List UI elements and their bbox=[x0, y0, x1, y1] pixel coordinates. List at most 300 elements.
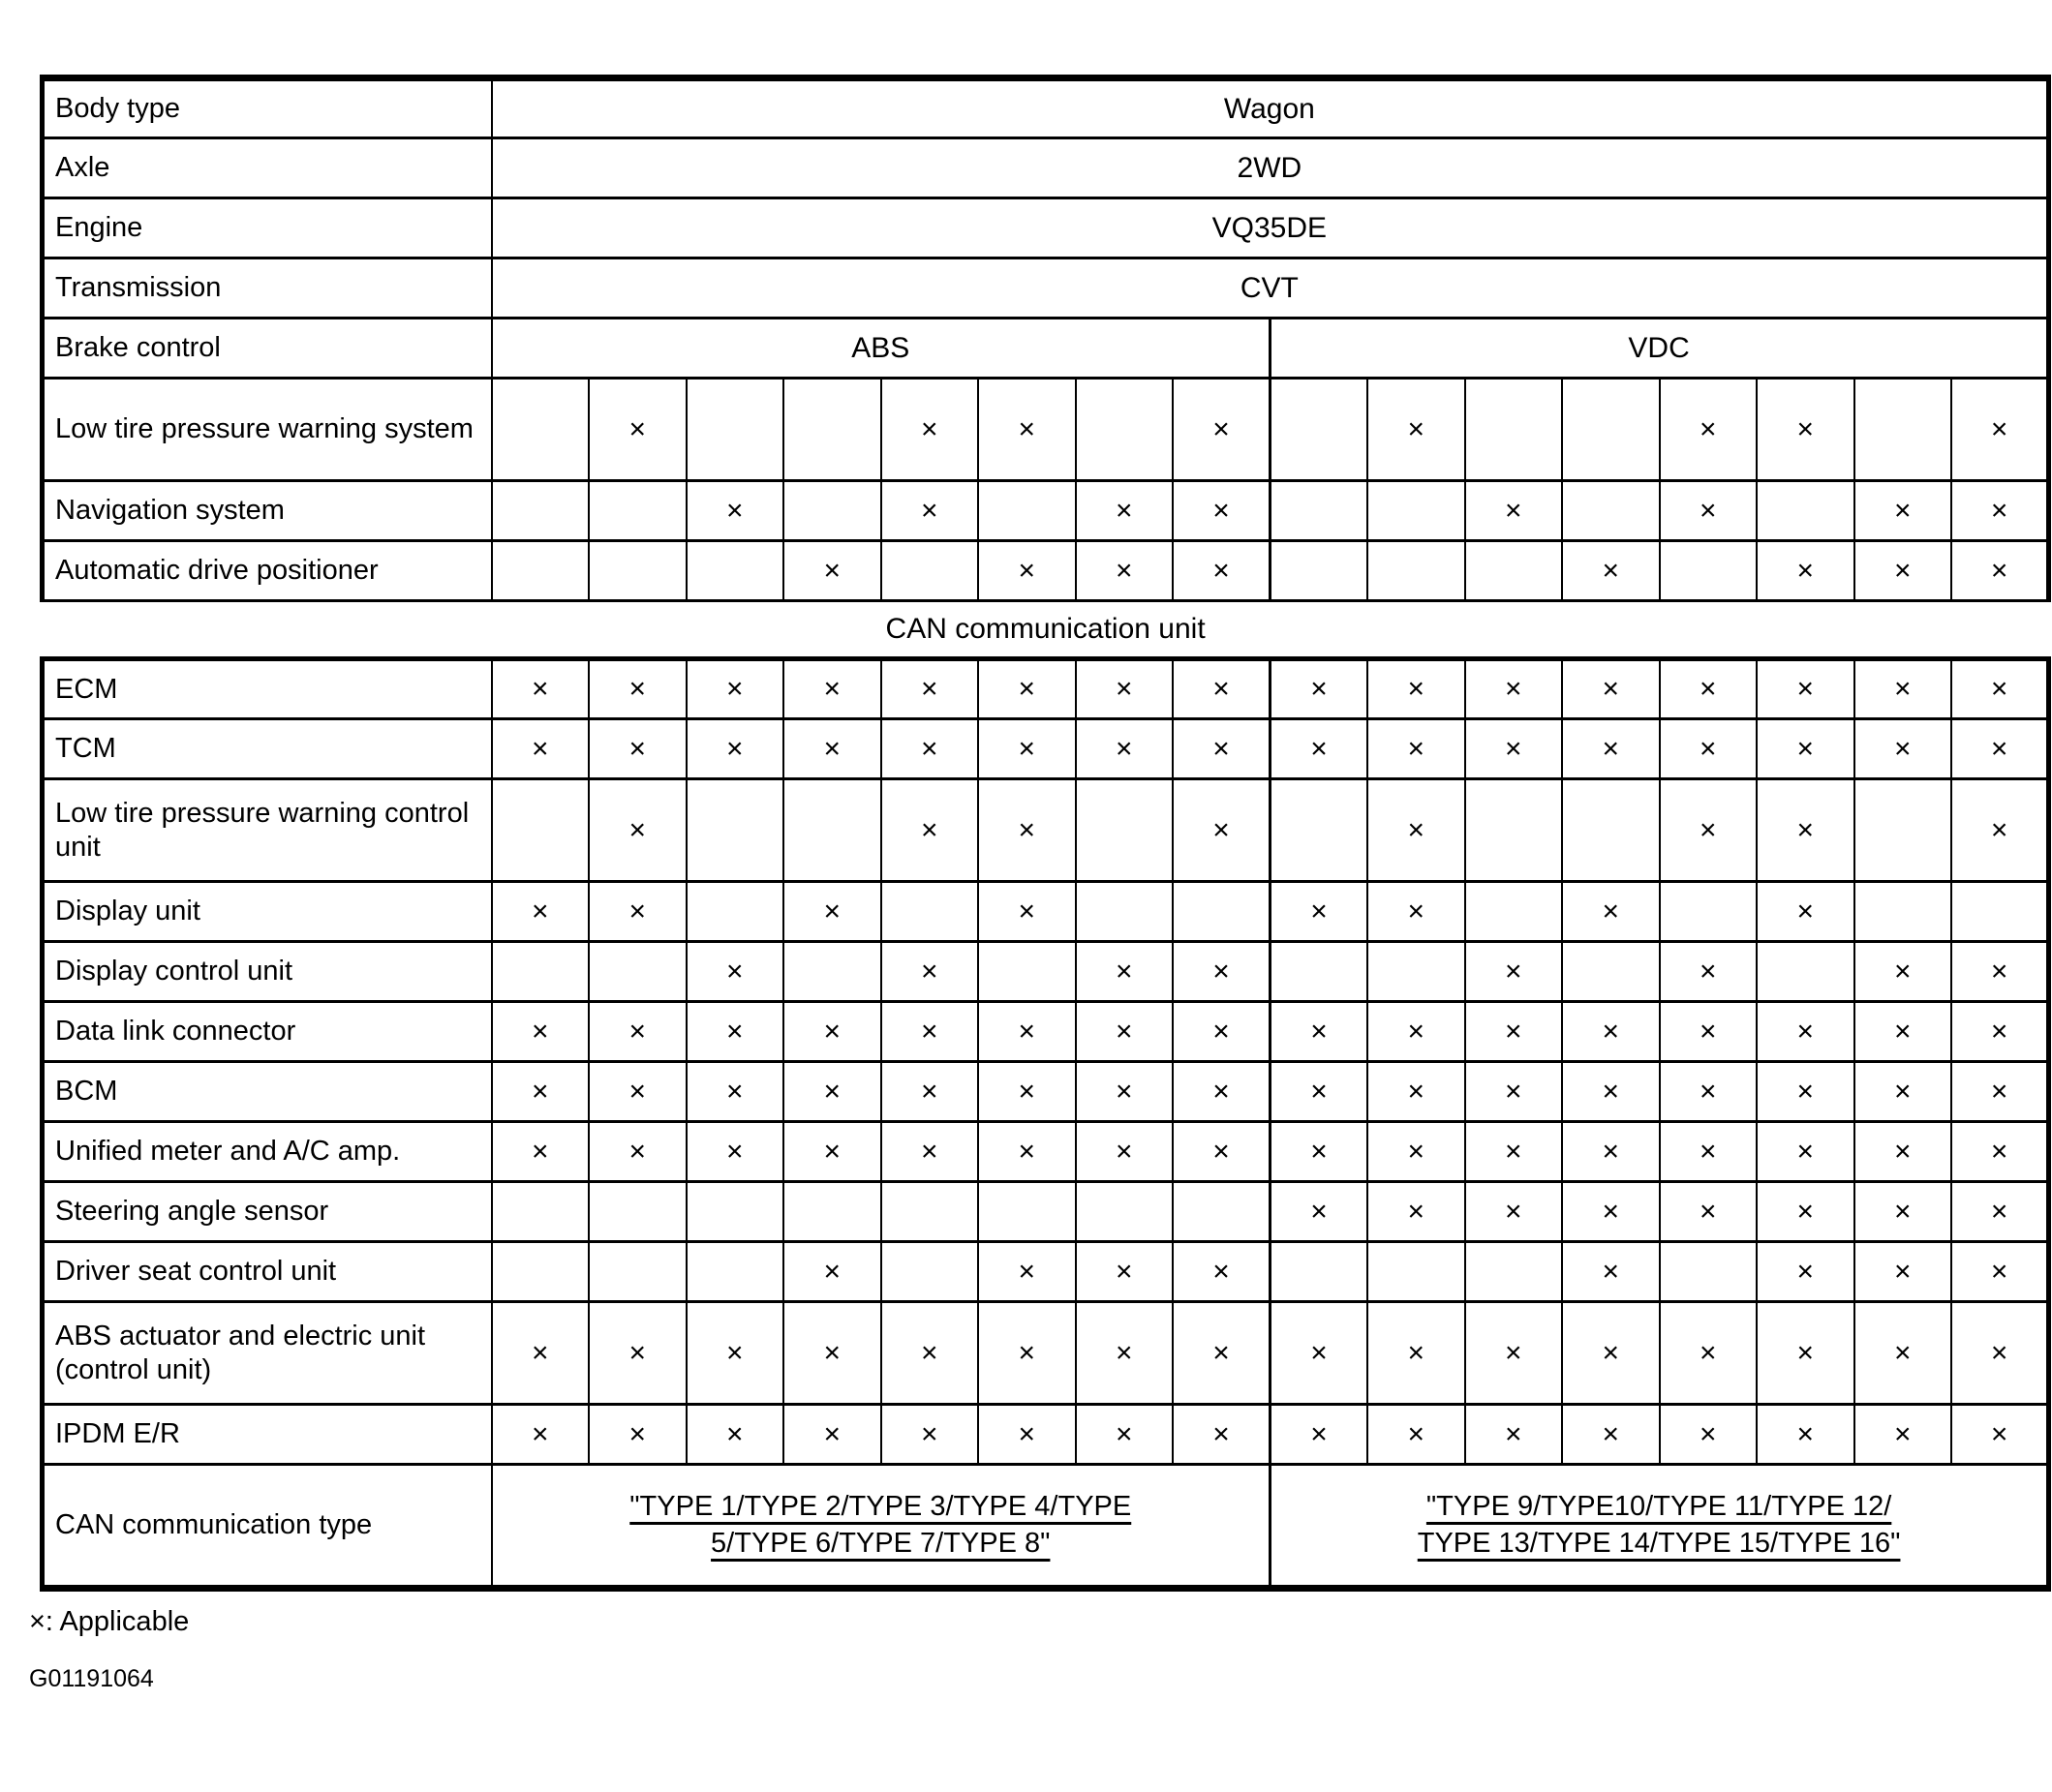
mark-cell bbox=[492, 942, 590, 1002]
row-label: Low tire pressure warning control unit bbox=[43, 779, 492, 882]
mark-cell: × bbox=[881, 1062, 979, 1122]
mark-cell: × bbox=[1076, 659, 1174, 719]
mark-cell bbox=[881, 1242, 979, 1302]
mark-cell bbox=[1465, 541, 1563, 601]
mark-cell: × bbox=[1562, 1002, 1660, 1062]
unit-row bbox=[43, 1405, 2049, 1465]
mark-cell: × bbox=[783, 1242, 881, 1302]
mark-cell: × bbox=[1367, 1405, 1465, 1465]
mark-cell: × bbox=[881, 1002, 979, 1062]
row-label: ECM bbox=[43, 659, 492, 719]
spec-row bbox=[43, 138, 2049, 198]
mark-cell: × bbox=[589, 882, 687, 942]
mark-cell: × bbox=[783, 541, 881, 601]
section-title-row bbox=[43, 601, 2049, 659]
mark-cell: × bbox=[1465, 1182, 1563, 1242]
mark-cell: × bbox=[1951, 719, 2049, 779]
mark-cell: × bbox=[1562, 882, 1660, 942]
mark-cell: × bbox=[1465, 1002, 1563, 1062]
mark-cell: × bbox=[1076, 1405, 1174, 1465]
mark-cell bbox=[1076, 882, 1174, 942]
mark-cell bbox=[687, 541, 784, 601]
mark-cell: × bbox=[1271, 882, 1368, 942]
mark-cell: × bbox=[1271, 1122, 1368, 1182]
mark-cell: × bbox=[1367, 1062, 1465, 1122]
mark-cell: × bbox=[1562, 719, 1660, 779]
unit-row bbox=[43, 1122, 2049, 1182]
mark-cell: × bbox=[1854, 481, 1952, 541]
mark-cell: × bbox=[1173, 942, 1271, 1002]
unit-row bbox=[43, 659, 2049, 719]
mark-cell: × bbox=[589, 1002, 687, 1062]
spec-value: Wagon bbox=[492, 78, 2049, 138]
mark-cell bbox=[1367, 541, 1465, 601]
mark-cell bbox=[1660, 1242, 1758, 1302]
mark-cell: × bbox=[783, 719, 881, 779]
mark-cell: × bbox=[978, 1002, 1076, 1062]
mark-cell bbox=[1951, 882, 2049, 942]
mark-cell: × bbox=[881, 719, 979, 779]
mark-cell: × bbox=[1951, 942, 2049, 1002]
mark-cell: × bbox=[1951, 1405, 2049, 1465]
mark-cell: × bbox=[1367, 659, 1465, 719]
mark-cell: × bbox=[1465, 481, 1563, 541]
option-row bbox=[43, 379, 2049, 481]
mark-cell: × bbox=[1173, 541, 1271, 601]
mark-cell: × bbox=[783, 882, 881, 942]
mark-cell: × bbox=[492, 659, 590, 719]
mark-cell: × bbox=[1562, 541, 1660, 601]
mark-cell: × bbox=[687, 481, 784, 541]
mark-cell: × bbox=[1465, 1302, 1563, 1405]
mark-cell bbox=[687, 779, 784, 882]
mark-cell: × bbox=[589, 1122, 687, 1182]
mark-cell: × bbox=[589, 1062, 687, 1122]
mark-cell: × bbox=[687, 1405, 784, 1465]
mark-cell bbox=[881, 882, 979, 942]
mark-cell bbox=[1660, 541, 1758, 601]
mark-cell: × bbox=[1854, 1122, 1952, 1182]
mark-cell: × bbox=[492, 882, 590, 942]
mark-cell: × bbox=[687, 1062, 784, 1122]
mark-cell: × bbox=[1271, 1405, 1368, 1465]
mark-cell: × bbox=[492, 1302, 590, 1405]
mark-cell bbox=[492, 779, 590, 882]
row-label: Driver seat control unit bbox=[43, 1242, 492, 1302]
row-label: BCM bbox=[43, 1062, 492, 1122]
mark-cell: × bbox=[1951, 1062, 2049, 1122]
mark-cell: × bbox=[1173, 659, 1271, 719]
mark-cell: × bbox=[1562, 1242, 1660, 1302]
mark-cell: × bbox=[687, 942, 784, 1002]
mark-cell: × bbox=[1173, 1405, 1271, 1465]
mark-cell: × bbox=[881, 1302, 979, 1405]
mark-cell: × bbox=[1173, 481, 1271, 541]
mark-cell: × bbox=[1854, 541, 1952, 601]
applicable-legend: ×: Applicable bbox=[29, 1606, 190, 1637]
row-label: ABS actuator and electric unit (control unit) bbox=[43, 1302, 492, 1405]
mark-cell: × bbox=[978, 719, 1076, 779]
mark-cell bbox=[492, 481, 590, 541]
mark-cell bbox=[589, 481, 687, 541]
row-label: Display control unit bbox=[43, 942, 492, 1002]
mark-cell: × bbox=[589, 719, 687, 779]
mark-cell: × bbox=[1951, 1302, 2049, 1405]
mark-cell: × bbox=[1757, 379, 1854, 481]
mark-cell: × bbox=[1660, 1002, 1758, 1062]
mark-cell bbox=[881, 1182, 979, 1242]
mark-cell: × bbox=[1271, 659, 1368, 719]
mark-cell: × bbox=[1757, 1002, 1854, 1062]
mark-cell bbox=[1367, 1242, 1465, 1302]
mark-cell bbox=[492, 1182, 590, 1242]
mark-cell: × bbox=[1173, 779, 1271, 882]
mark-cell bbox=[1465, 379, 1563, 481]
mark-cell: × bbox=[978, 659, 1076, 719]
mark-cell: × bbox=[1562, 659, 1660, 719]
mark-cell: × bbox=[881, 379, 979, 481]
mark-cell: × bbox=[1367, 719, 1465, 779]
mark-cell bbox=[1173, 1182, 1271, 1242]
mark-cell bbox=[978, 942, 1076, 1002]
mark-cell bbox=[783, 481, 881, 541]
spec-row bbox=[43, 198, 2049, 258]
row-label: CAN communication type bbox=[43, 1465, 492, 1589]
mark-cell: × bbox=[589, 659, 687, 719]
mark-cell bbox=[589, 942, 687, 1002]
mark-cell: × bbox=[783, 1002, 881, 1062]
mark-cell: × bbox=[1951, 541, 2049, 601]
mark-cell: × bbox=[1076, 541, 1174, 601]
mark-cell: × bbox=[1076, 1002, 1174, 1062]
mark-cell: × bbox=[1660, 379, 1758, 481]
mark-cell bbox=[1076, 779, 1174, 882]
mark-cell: × bbox=[1660, 1405, 1758, 1465]
mark-cell: × bbox=[783, 1122, 881, 1182]
mark-cell: × bbox=[1367, 379, 1465, 481]
row-label: Automatic drive positioner bbox=[43, 541, 492, 601]
mark-cell: × bbox=[1757, 882, 1854, 942]
mark-cell: × bbox=[1271, 719, 1368, 779]
mark-cell: × bbox=[783, 1062, 881, 1122]
row-label: Unified meter and A/C amp. bbox=[43, 1122, 492, 1182]
can-type-text-line: "TYPE 9/TYPE10/TYPE 11/TYPE 12/ bbox=[1425, 1491, 1892, 1522]
mark-cell: × bbox=[1951, 1122, 2049, 1182]
mark-cell bbox=[589, 541, 687, 601]
mark-cell: × bbox=[1076, 719, 1174, 779]
mark-cell: × bbox=[1951, 1182, 2049, 1242]
mark-cell: × bbox=[1757, 1122, 1854, 1182]
spec-row bbox=[43, 78, 2049, 138]
row-label: Engine bbox=[43, 198, 492, 258]
mark-cell bbox=[1271, 379, 1368, 481]
row-label: IPDM E/R bbox=[43, 1405, 492, 1465]
mark-cell: × bbox=[1854, 1302, 1952, 1405]
mark-cell: × bbox=[978, 1405, 1076, 1465]
mark-cell bbox=[978, 481, 1076, 541]
mark-cell: × bbox=[1465, 719, 1563, 779]
mark-cell: × bbox=[492, 1002, 590, 1062]
mark-cell: × bbox=[1757, 541, 1854, 601]
unit-row bbox=[43, 1002, 2049, 1062]
mark-cell bbox=[1562, 942, 1660, 1002]
mark-cell: × bbox=[1660, 659, 1758, 719]
mark-cell: × bbox=[1660, 481, 1758, 541]
section-title: CAN communication unit bbox=[43, 601, 2049, 659]
mark-cell: × bbox=[881, 942, 979, 1002]
mark-cell bbox=[492, 379, 590, 481]
mark-cell: × bbox=[1271, 1182, 1368, 1242]
mark-cell: × bbox=[1660, 1062, 1758, 1122]
mark-cell: × bbox=[1076, 942, 1174, 1002]
row-label: Data link connector bbox=[43, 1002, 492, 1062]
mark-cell: × bbox=[492, 719, 590, 779]
mark-cell: × bbox=[1076, 481, 1174, 541]
mark-cell: × bbox=[687, 1122, 784, 1182]
mark-cell bbox=[783, 379, 881, 481]
row-label: Navigation system bbox=[43, 481, 492, 541]
mark-cell bbox=[783, 942, 881, 1002]
mark-cell: × bbox=[978, 779, 1076, 882]
mark-cell: × bbox=[1367, 1122, 1465, 1182]
mark-cell: × bbox=[1173, 379, 1271, 481]
mark-cell bbox=[1562, 379, 1660, 481]
brake-control-row bbox=[43, 319, 2049, 379]
brake-group-vdc: VDC bbox=[1271, 319, 2049, 379]
mark-cell: × bbox=[1173, 1302, 1271, 1405]
mark-cell: × bbox=[1951, 1002, 2049, 1062]
mark-cell: × bbox=[1173, 719, 1271, 779]
mark-cell bbox=[1465, 779, 1563, 882]
mark-cell: × bbox=[978, 541, 1076, 601]
mark-cell bbox=[687, 882, 784, 942]
mark-cell: × bbox=[1367, 1302, 1465, 1405]
option-row bbox=[43, 481, 2049, 541]
mark-cell: × bbox=[1562, 1122, 1660, 1182]
mark-cell: × bbox=[1367, 779, 1465, 882]
mark-cell: × bbox=[978, 1242, 1076, 1302]
mark-cell: × bbox=[1173, 1122, 1271, 1182]
mark-cell: × bbox=[881, 481, 979, 541]
mark-cell: × bbox=[1757, 659, 1854, 719]
can-config-table bbox=[40, 75, 2051, 1592]
mark-cell: × bbox=[881, 659, 979, 719]
mark-cell: × bbox=[1465, 659, 1563, 719]
mark-cell: × bbox=[1951, 779, 2049, 882]
unit-row bbox=[43, 1062, 2049, 1122]
mark-cell: × bbox=[1757, 719, 1854, 779]
mark-cell: × bbox=[1367, 1002, 1465, 1062]
mark-cell: × bbox=[492, 1122, 590, 1182]
mark-cell: × bbox=[1854, 719, 1952, 779]
mark-cell: × bbox=[1660, 1122, 1758, 1182]
mark-cell: × bbox=[1562, 1302, 1660, 1405]
mark-cell: × bbox=[492, 1062, 590, 1122]
mark-cell bbox=[1271, 1242, 1368, 1302]
can-types-abs bbox=[492, 1465, 1271, 1589]
mark-cell: × bbox=[1465, 942, 1563, 1002]
mark-cell: × bbox=[1076, 1122, 1174, 1182]
mark-cell bbox=[687, 1182, 784, 1242]
row-label: Brake control bbox=[43, 319, 492, 379]
mark-cell bbox=[1465, 882, 1563, 942]
mark-cell bbox=[492, 541, 590, 601]
mark-cell bbox=[687, 1242, 784, 1302]
mark-cell: × bbox=[1854, 659, 1952, 719]
scanned-document-page bbox=[0, 75, 2052, 1792]
mark-cell: × bbox=[1854, 942, 1952, 1002]
brake-group-abs: ABS bbox=[492, 319, 1271, 379]
mark-cell: × bbox=[881, 1405, 979, 1465]
mark-cell: × bbox=[1367, 1182, 1465, 1242]
mark-cell: × bbox=[783, 1405, 881, 1465]
mark-cell bbox=[1076, 1182, 1174, 1242]
mark-cell: × bbox=[1757, 1242, 1854, 1302]
mark-cell bbox=[783, 779, 881, 882]
unit-row bbox=[43, 882, 2049, 942]
unit-row bbox=[43, 719, 2049, 779]
mark-cell bbox=[1367, 481, 1465, 541]
spec-value: CVT bbox=[492, 258, 2049, 319]
row-label: Steering angle sensor bbox=[43, 1182, 492, 1242]
mark-cell bbox=[1465, 1242, 1563, 1302]
mark-cell: × bbox=[1854, 1002, 1952, 1062]
mark-cell: × bbox=[1271, 1002, 1368, 1062]
row-label: Low tire pressure warning system bbox=[43, 379, 492, 481]
row-label: Body type bbox=[43, 78, 492, 138]
mark-cell bbox=[978, 1182, 1076, 1242]
row-label: Transmission bbox=[43, 258, 492, 319]
mark-cell: × bbox=[1660, 779, 1758, 882]
mark-cell bbox=[1854, 379, 1952, 481]
mark-cell bbox=[881, 541, 979, 601]
row-label: Axle bbox=[43, 138, 492, 198]
mark-cell: × bbox=[1660, 942, 1758, 1002]
mark-cell bbox=[492, 1242, 590, 1302]
mark-cell: × bbox=[589, 779, 687, 882]
mark-cell: × bbox=[1757, 779, 1854, 882]
can-types-vdc bbox=[1271, 1465, 2049, 1589]
mark-cell: × bbox=[687, 1302, 784, 1405]
mark-cell: × bbox=[589, 1302, 687, 1405]
mark-cell: × bbox=[687, 1002, 784, 1062]
mark-cell bbox=[1076, 379, 1174, 481]
mark-cell bbox=[1173, 882, 1271, 942]
unit-row bbox=[43, 779, 2049, 882]
mark-cell: × bbox=[1951, 659, 2049, 719]
mark-cell bbox=[783, 1182, 881, 1242]
option-row bbox=[43, 541, 2049, 601]
mark-cell: × bbox=[1562, 1405, 1660, 1465]
mark-cell: × bbox=[1854, 1405, 1952, 1465]
mark-cell: × bbox=[1173, 1242, 1271, 1302]
mark-cell: × bbox=[1757, 1302, 1854, 1405]
mark-cell bbox=[589, 1242, 687, 1302]
mark-cell: × bbox=[1757, 1405, 1854, 1465]
mark-cell: × bbox=[1562, 1062, 1660, 1122]
mark-cell bbox=[1367, 942, 1465, 1002]
mark-cell: × bbox=[1951, 379, 2049, 481]
mark-cell bbox=[1271, 541, 1368, 601]
mark-cell: × bbox=[978, 379, 1076, 481]
mark-cell: × bbox=[978, 1062, 1076, 1122]
mark-cell bbox=[1757, 481, 1854, 541]
mark-cell: × bbox=[881, 779, 979, 882]
mark-cell bbox=[1562, 779, 1660, 882]
mark-cell: × bbox=[1076, 1242, 1174, 1302]
row-label: Display unit bbox=[43, 882, 492, 942]
mark-cell: × bbox=[1271, 1302, 1368, 1405]
mark-cell: × bbox=[1951, 1242, 2049, 1302]
spec-row bbox=[43, 258, 2049, 319]
mark-cell: × bbox=[1660, 1182, 1758, 1242]
spec-value: 2WD bbox=[492, 138, 2049, 198]
mark-cell: × bbox=[783, 659, 881, 719]
mark-cell: × bbox=[1854, 1182, 1952, 1242]
mark-cell bbox=[589, 1182, 687, 1242]
figure-id: G01191064 bbox=[29, 1665, 154, 1692]
mark-cell: × bbox=[1271, 1062, 1368, 1122]
mark-cell bbox=[1562, 481, 1660, 541]
mark-cell: × bbox=[1173, 1062, 1271, 1122]
mark-cell bbox=[1854, 779, 1952, 882]
unit-row bbox=[43, 1242, 2049, 1302]
mark-cell bbox=[1271, 942, 1368, 1002]
mark-cell: × bbox=[687, 719, 784, 779]
mark-cell: × bbox=[1367, 882, 1465, 942]
mark-cell: × bbox=[492, 1405, 590, 1465]
can-type-text-line: 5/TYPE 6/TYPE 7/TYPE 8" bbox=[711, 1528, 1051, 1559]
mark-cell: × bbox=[1076, 1062, 1174, 1122]
can-type-text-line: "TYPE 1/TYPE 2/TYPE 3/TYPE 4/TYPE bbox=[629, 1491, 1132, 1522]
mark-cell bbox=[1660, 882, 1758, 942]
mark-cell: × bbox=[1660, 1302, 1758, 1405]
row-label: TCM bbox=[43, 719, 492, 779]
unit-row bbox=[43, 942, 2049, 1002]
mark-cell: × bbox=[978, 882, 1076, 942]
mark-cell: × bbox=[589, 1405, 687, 1465]
mark-cell bbox=[1271, 779, 1368, 882]
mark-cell: × bbox=[1465, 1122, 1563, 1182]
mark-cell bbox=[1271, 481, 1368, 541]
mark-cell: × bbox=[1951, 481, 2049, 541]
mark-cell: × bbox=[687, 659, 784, 719]
mark-cell: × bbox=[1076, 1302, 1174, 1405]
mark-cell: × bbox=[1562, 1182, 1660, 1242]
mark-cell: × bbox=[881, 1122, 979, 1182]
mark-cell: × bbox=[783, 1302, 881, 1405]
can-type-text-line: TYPE 13/TYPE 14/TYPE 15/TYPE 16" bbox=[1417, 1528, 1901, 1559]
mark-cell: × bbox=[1173, 1002, 1271, 1062]
mark-cell bbox=[687, 379, 784, 481]
mark-cell: × bbox=[1465, 1405, 1563, 1465]
mark-cell: × bbox=[978, 1122, 1076, 1182]
mark-cell: × bbox=[1854, 1062, 1952, 1122]
unit-row bbox=[43, 1302, 2049, 1405]
spec-value: VQ35DE bbox=[492, 198, 2049, 258]
mark-cell: × bbox=[1757, 1062, 1854, 1122]
mark-cell: × bbox=[978, 1302, 1076, 1405]
mark-cell: × bbox=[1854, 1242, 1952, 1302]
mark-cell bbox=[1854, 882, 1952, 942]
can-type-row bbox=[43, 1465, 2049, 1589]
mark-cell: × bbox=[1465, 1062, 1563, 1122]
mark-cell bbox=[1757, 942, 1854, 1002]
mark-cell: × bbox=[1660, 719, 1758, 779]
mark-cell: × bbox=[1757, 1182, 1854, 1242]
unit-row bbox=[43, 1182, 2049, 1242]
mark-cell: × bbox=[589, 379, 687, 481]
